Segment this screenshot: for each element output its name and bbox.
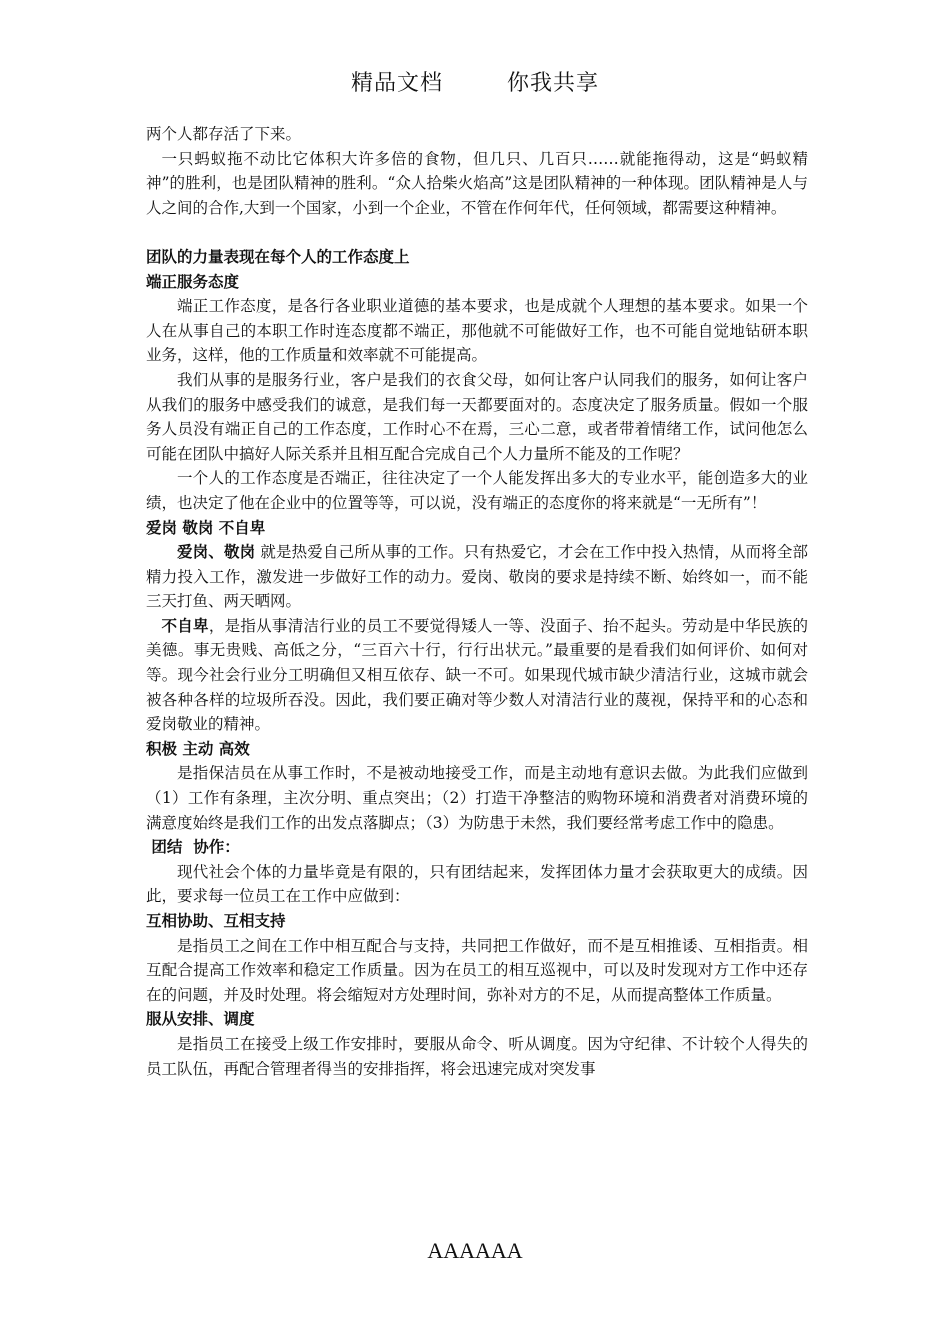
section-heading: 团结 协作： <box>146 838 240 857</box>
section-title: 团队的力量表现在每个人的工作态度上 <box>146 247 410 266</box>
paragraph <box>146 540 808 614</box>
paragraph-lead: 爱岗、敬岗 <box>177 543 256 562</box>
paragraph: 两个人都存活了下来。 <box>146 125 302 143</box>
section-heading: 端正服务态度 <box>146 272 240 291</box>
paragraph: 端正工作态度，是各行各业职业道德的基本要求，也是成就个人理想的基本要求。如果一个人在从事自己的本职工作时连态度都不端正，那他就不可能做好工作，也不可能自觉地钻研本职业务，这样，他的工作质量和效率就不可能提高。 <box>146 297 808 365</box>
paragraph-text: ，是指从事清洁行业的员工不要觉得矮人一等、没面子、抬不起头。劳动是中华民族的美德。事无贵贱、高低之分，“三百六十行，行行出状元。”最重要的是看我们如何评价、如何对等。现今社会行业分工明确但又相互依存、缺一不可。如果现代城市缺少清洁行业，这城市就会被各种各样的垃圾所吞没。因此，我们要正确对等少数人对清洁行业的蔑视，保持平和的心态和爱岗敬业的精神。 <box>146 616 808 734</box>
paragraph: 一只蚂蚁拖不动比它体积大许多倍的食物，但几只、几百只……就能拖得动，这是“蚂蚁精神”的胜利，也是团队精神的胜利。“众人拾柴火焰高”这是团队精神的一种体现。团队精神是人与人之间的合作,大到一个国家，小到一个企业，不管在作何年代，任何领域，都需要这种精神。 <box>146 149 808 217</box>
blank-line <box>146 220 808 245</box>
page-header: 精品文档 你我共享 <box>351 71 599 96</box>
paragraph-lead: 不自卑 <box>161 616 209 635</box>
paragraph: 我们从事的是服务行业，客户是我们的衣食父母，如何让客户认同我们的服务，如何让客户从我们的服务中感受我们的诚意，是我们每一天都要面对的。态度决定了服务质量。假如一个服务人员没有端正自己的工作态度，工作时心不在焉，三心二意，或者带着情绪工作，试问他怎么可能在团队中搞好人际关系并且相互配合完成自己个人力量所不能及的工作呢？ <box>146 370 808 463</box>
section-heading: 爱岗 敬岗 不自卑 <box>146 518 266 537</box>
document-body <box>146 122 808 1081</box>
paragraph: 一个人的工作态度是否端正，往往决定了一个人能发挥出多大的专业水平，能创造多大的业绩，也决定了他在企业中的位置等等，可以说，没有端正的态度你的将来就是“一无所有”！ <box>146 469 808 512</box>
paragraph <box>146 614 808 737</box>
page-footer: AAAAAA <box>427 1238 523 1263</box>
paragraph: 是指保洁员在从事工作时，不是被动地接受工作，而是主动地有意识去做。为此我们应做到（1）工作有条理，主次分明、重点突出；（2）打造干净整洁的购物环境和消费者对消费环境的满意度始终是我们工作的出发点落脚点；（3）为防患于未然，我们要经常考虑工作中的隐患。 <box>146 764 808 832</box>
section-heading: 积极 主动 高效 <box>146 739 250 758</box>
section-heading: 互相协助、互相支持 <box>146 912 286 930</box>
paragraph: 是指员工在接受上级工作安排时，要服从命令、听从调度。因为守纪律、不计较个人得失的员工队伍，再配合管理者得当的安排指挥，将会迅速完成对突发事 <box>146 1034 808 1078</box>
paragraph-text: 就是热爱自己所从事的工作。只有热爱它，才会在工作中投入热情，从而将全部精力投入工作，激发进一步做好工作的动力。爱岗、敬岗的要求是持续不断、始终如一，而不能三天打鱼、两天晒网。 <box>146 543 808 611</box>
section-heading: 服从安排、调度 <box>146 1010 255 1029</box>
paragraph: 现代社会个体的力量毕竟是有限的，只有团结起来，发挥团体力量才会获取更大的成绩。因此，要求每一位员工在工作中应做到： <box>146 862 808 906</box>
paragraph: 是指员工之间在工作中相互配合与支持，共同把工作做好，而不是互相推诿、互相指责。相互配合提高工作效率和稳定工作质量。因为在员工的相互巡视中，可以及时发现对方工作中还存在的问题，并及时处理。将会缩短对方处理时间，弥补对方的不足，从而提高整体工作质量。 <box>146 936 808 1004</box>
